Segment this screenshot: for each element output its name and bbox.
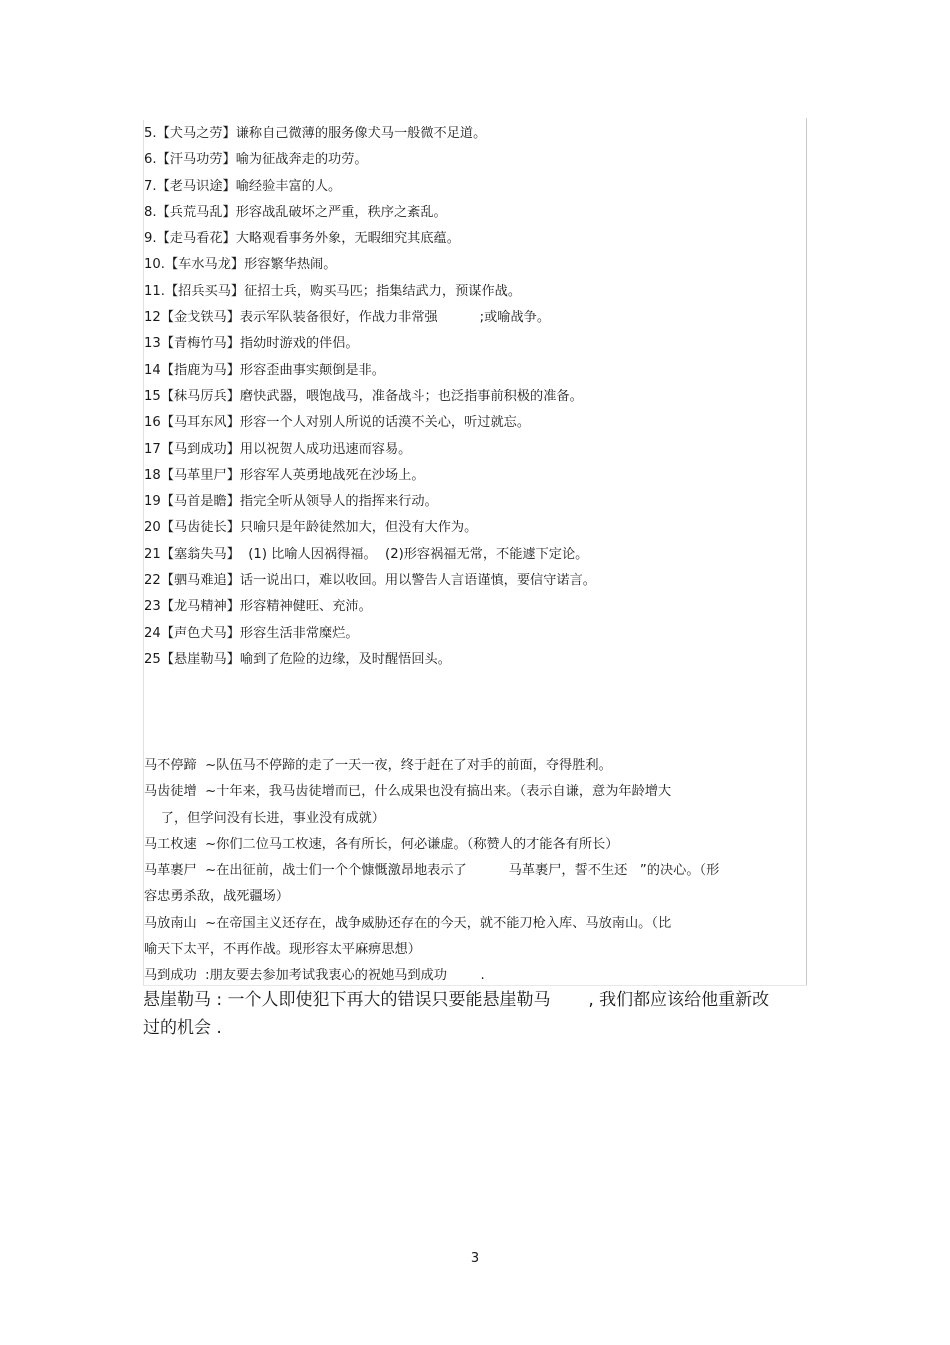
example-line: 马不停蹄 ~队伍马不停蹄的走了一天一夜，终于赶在了对手的前面，夺得胜利。 — [144, 758, 612, 773]
idiom-item: 25【悬崖勒马】喻到了危险的边缘，及时醒悟回头。 — [144, 651, 451, 667]
idiom-item: 20【马齿徒长】只喻只是年龄徒然加大，但没有大作为。 — [144, 520, 478, 536]
example-sentences — [144, 753, 799, 990]
idiom-item: 7.【老马识途】喻经验丰富的人。 — [144, 178, 342, 194]
right-border-line — [806, 118, 807, 986]
idiom-item: 24【声色犬马】形容生活非常糜烂。 — [144, 625, 359, 641]
example-line: 马齿徒增 ~十年来，我马齿徒增而已，什么成果也没有搞出来。（表示自谦，意为年龄增大 — [144, 784, 672, 800]
example-line: 容忠勇杀敌，战死疆场） — [144, 889, 290, 905]
large-example-line: 过的机会 . — [143, 1018, 222, 1038]
idiom-item: 17【马到成功】用以祝贺人成功迅速而容易。 — [144, 441, 412, 457]
idiom-item: 12【金戈铁马】表示军队装备很好，作战力非常强 ;或喻战争。 — [144, 310, 551, 326]
idiom-item: 14【指鹿为马】形容歪曲事实颠倒是非。 — [144, 362, 385, 378]
example-line: 马到成功 :朋友要去参加考试我衷心的祝她马到成功 . — [144, 968, 485, 984]
idiom-item: 8.【兵荒马乱】形容战乱破坏之严重，秩序之紊乱。 — [144, 204, 447, 220]
idiom-item: 22【驷马难追】话一说出口，难以收回。用以警告人言语谨慎，要信守诺言。 — [144, 573, 596, 589]
large-example — [143, 986, 803, 1042]
idiom-item: 23【龙马精神】形容精神健旺、充沛。 — [144, 599, 372, 615]
idiom-item: 21【塞翁失马】 (1) 比喻人因祸得福。 (2)形容祸福无常，不能遽下定论。 — [144, 546, 589, 562]
example-line: 了，但学问没有长进，事业没有成就） — [144, 810, 385, 826]
idiom-item: 10.【车水马龙】形容繁华热闹。 — [144, 257, 337, 273]
idiom-item: 13【青梅竹马】指幼时游戏的伴侣。 — [144, 336, 359, 352]
idiom-list — [144, 121, 794, 673]
example-line: 马工枚速 ~你们二位马工枚速，各有所长，何必谦虚。（称赞人的才能各有所长） — [144, 836, 619, 852]
idiom-item: 5.【犬马之劳】谦称自己微薄的服务像犬马一般微不足道。 — [144, 126, 487, 141]
idiom-item: 16【马耳东风】形容一个人对别人所说的话漠不关心，听过就忘。 — [144, 415, 531, 431]
example-line: 马革裹尸 ~在出征前，战士们一个个慷慨激昂地表示了 马革裹尸，誓不生还 ”的决心。（形 — [144, 863, 720, 879]
idiom-item: 11.【招兵买马】征招士兵，购买马匹；指集结武力，预谋作战。 — [144, 283, 522, 299]
idiom-item: 19【马首是瞻】指完全听从领导人的指挥来行动。 — [144, 494, 438, 510]
page-number: 3 — [470, 1251, 480, 1266]
example-line: 喻天下太平，不再作战。现形容太平麻痹思想） — [144, 942, 421, 958]
idiom-item: 6.【汗马功劳】喻为征战奔走的功劳。 — [144, 152, 368, 168]
large-example-line: 悬崖勒马 : 一个人即使犯下再大的错误只要能悬崖勒马 , 我们都应该给他重新改 — [143, 990, 770, 1010]
idiom-item: 18【马革里尸】形容军人英勇地战死在沙场上。 — [144, 467, 425, 483]
idiom-item: 9.【走马看花】大略观看事务外象，无暇细究其底蕴。 — [144, 231, 460, 247]
example-line: 马放南山 ~在帝国主义还存在，战争威胁还存在的今天，就不能刀枪入库、马放南山。（比 — [144, 915, 672, 931]
idiom-item: 15【秣马厉兵】磨快武器，喂饱战马，准备战斗；也泛指事前积极的准备。 — [144, 388, 583, 404]
